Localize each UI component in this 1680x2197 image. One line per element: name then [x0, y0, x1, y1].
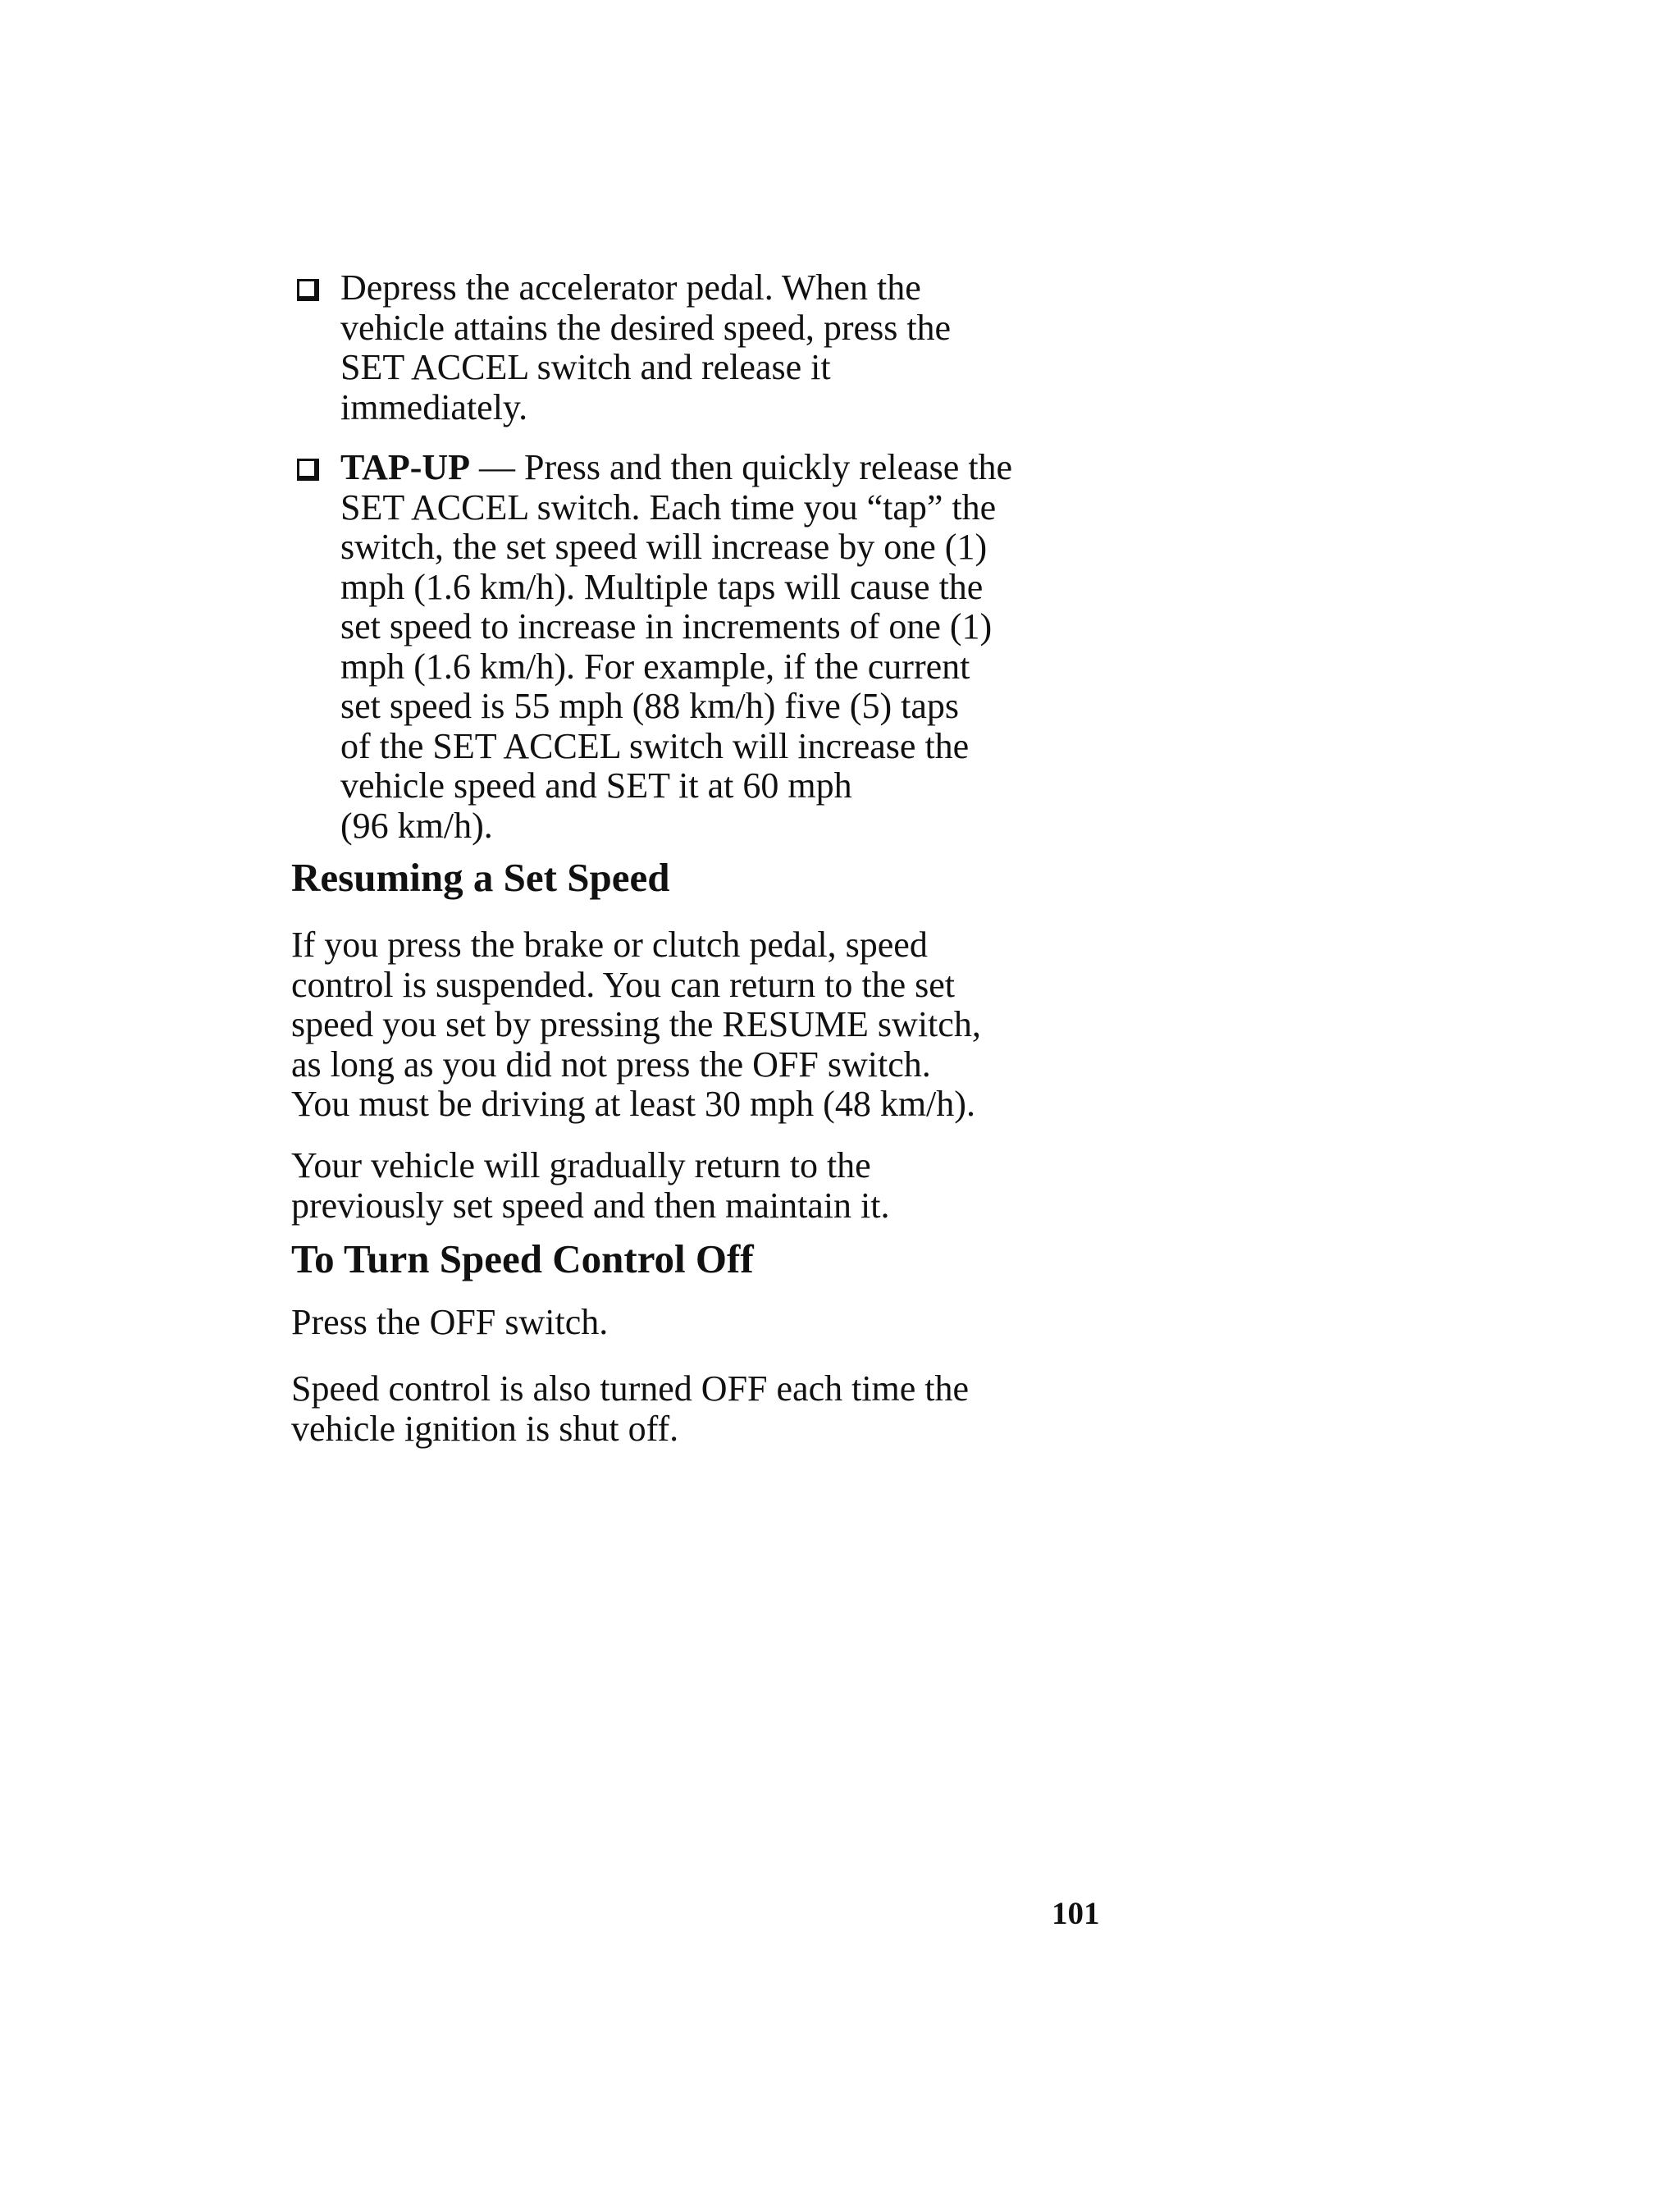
section-heading-resuming: Resuming a Set Speed: [291, 855, 670, 900]
page-number: 101: [1052, 1896, 1100, 1931]
text-line: vehicle attains the desired speed, press the: [340, 307, 952, 348]
text-line: vehicle ignition is shut off.: [291, 1408, 679, 1449]
text-line: of the SET ACCEL switch will increase the: [340, 725, 970, 766]
section-heading-turn-off: To Turn Speed Control Off: [291, 1236, 754, 1281]
text-line: control is suspended. You can return to the set: [291, 964, 955, 1005]
text-line: previously set speed and then maintain it.: [291, 1185, 890, 1226]
checkbox-bullet-icon: [297, 279, 319, 301]
text-line: Press the OFF switch.: [291, 1302, 609, 1342]
text-line: (96 km/h).: [340, 805, 493, 846]
text-line: SET ACCEL switch and release it: [340, 347, 831, 387]
bullet-text: [340, 448, 1120, 846]
text-line: mph (1.6 km/h). Multiple taps will cause the: [340, 566, 984, 607]
text-line: Speed control is also turned OFF each time the: [291, 1368, 970, 1409]
bullet-text: [340, 268, 1120, 427]
text-line: [340, 448, 1120, 488]
text-line: set speed to increase in increments of one (1): [340, 606, 993, 646]
paragraph-resume-instructions: [291, 925, 1120, 1125]
text-line: as long as you did not press the OFF switch.: [291, 1044, 931, 1085]
text-line: switch, the set speed will increase by one (1): [340, 527, 988, 567]
text-line: speed you set by pressing the RESUME switch,: [291, 1004, 981, 1044]
text-line: If you press the brake or clutch pedal, speed: [291, 925, 928, 965]
tap-up-term: TAP-UP: [340, 447, 471, 487]
paragraph-gradual-return: [291, 1146, 1120, 1226]
text-line: Your vehicle will gradually return to the: [291, 1145, 871, 1185]
text-line: set speed is 55 mph (88 km/h) five (5) taps: [340, 686, 959, 726]
text-line: Depress the accelerator pedal. When the: [340, 267, 921, 308]
tap-up-lead-text: — Press and then quickly release the: [470, 447, 1013, 487]
checkbox-bullet-icon: [297, 459, 319, 481]
paragraph-press-off: [291, 1303, 1120, 1343]
text-line: You must be driving at least 30 mph (48 km/h).: [291, 1084, 975, 1124]
text-line: immediately.: [340, 386, 528, 427]
text-line: mph (1.6 km/h). For example, if the current: [340, 646, 970, 687]
text-line: SET ACCEL switch. Each time you “tap” the: [340, 486, 997, 528]
paragraph-ignition-off: [291, 1369, 1120, 1449]
text-line: vehicle speed and SET it at 60 mph: [340, 765, 852, 806]
